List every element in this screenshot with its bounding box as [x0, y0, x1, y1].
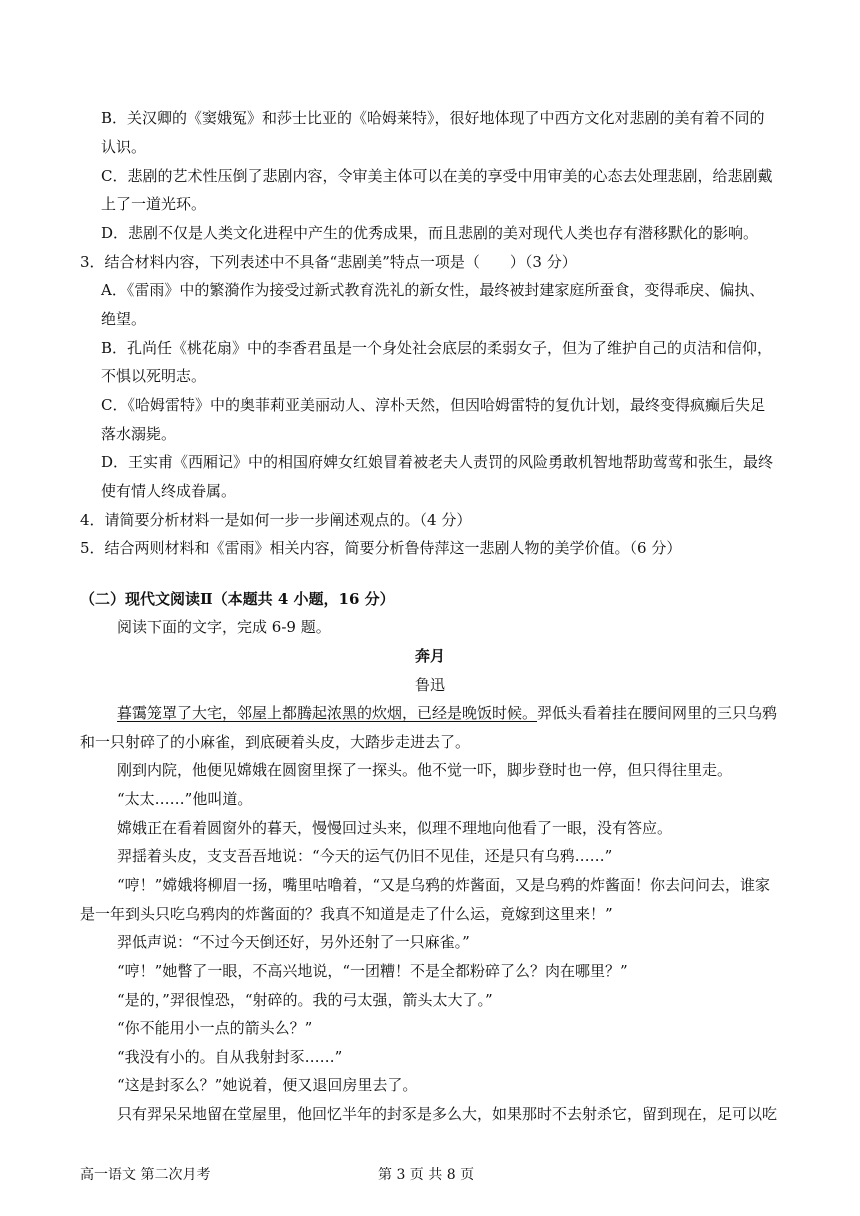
q2-option-b-line1: B．关汉卿的《窦娥冤》和莎士比亚的《哈姆莱特》，很好地体现了中西方文化对悲剧的美有着不同的	[101, 109, 765, 127]
passage-paragraph-4: 嫦娥正在看着圆窗外的暮天，慢慢回过头来，似理不理地向他看了一眼，没有答应。	[117, 819, 673, 837]
passage-paragraph-1-line2: 和一只射碎了的小麻雀，到底硬着头皮，大踏步走进去了。	[80, 733, 471, 751]
passage-paragraph-5: 羿揺着头皮，支支吾吾地说：“今天的运气仍旧不见佳，还是只有乌鸦……”	[117, 847, 613, 865]
paragraph-1-rest: 羿低头看着挂在腰间网里的三只乌鸦	[537, 704, 778, 722]
passage-paragraph-3: “太太……”他叫道。	[117, 790, 253, 808]
q5: 5．结合两则材料和《雷雨》相关内容，简要分析鲁侍萍这一悲剧人物的美学价值。（6 分）	[80, 539, 682, 557]
underlined-sentence: 暮霭笼罩了大宅，邻屋上都腾起浓黑的炊烟，已经是晚饭时候。	[117, 704, 538, 722]
passage-paragraph-10: “你不能用小一点的箭头么？”	[117, 1019, 313, 1037]
q3-stem: 3．结合材料内容，下列表述中不具备“悲剧美”特点一项是（ ）（3 分）	[80, 253, 577, 271]
passage-paragraph-9: “是的，”羿很惶恐，“射碎的。我的弓太强，箭头太大了。”	[117, 991, 493, 1009]
passage-title: 奔月	[414, 647, 445, 665]
passage-paragraph-12: “这是封豕么？”她说着，便又退回房里去了。	[117, 1076, 418, 1094]
q3-option-d-line2: 使有情人终成眷属。	[101, 482, 237, 500]
q4: 4．请简要分析材料一是如何一步一步阐述观点的。（4 分）	[80, 511, 472, 529]
q2-option-b-line2: 认识。	[101, 138, 147, 156]
q3-option-a-line1: A．《雷雨》中的繁漪作为接受过新式教育洗礼的新女性，最终被封建家庭所蚕食，变得乖戾、偏执、	[101, 281, 765, 299]
q3-option-c-line1: C．《哈姆雷特》中的奥菲莉亚美丽动人、淳朴天然，但因哈姆雷特的复仇计划，最终变得疯癫后失足	[101, 396, 765, 414]
q3-option-d-line1: D．王实甫《西厢记》中的相国府婢女红娘冒着被老夫人责罚的风险勇敢机智地帮助莺莺和张生，最终	[101, 453, 774, 471]
q3-option-c-line2: 落水溺毙。	[101, 425, 177, 443]
passage-author: 鲁迅	[414, 676, 445, 694]
q2-option-c-line2: 上了一道光环。	[101, 195, 207, 213]
passage-paragraph-1-line1	[117, 703, 777, 723]
passage-paragraph-8: “哼！”她瞥了一眼，不高兴地说，“一团糟！不是全都粉碎了么？肉在哪里？”	[117, 962, 628, 980]
q2-option-d-line1: D．悲剧不仅是人类文化进程中产生的优秀成果，而且悲剧的美对现代人类也存有潜移默化的影响。	[101, 224, 759, 242]
section2-heading: （二）现代文阅读Ⅱ（本题共 4 小题，16 分）	[80, 590, 395, 608]
section2-instruction: 阅读下面的文字，完成 6-9 题。	[117, 618, 331, 636]
passage-paragraph-2: 刚到内院，他便见嫦娥在圆窗里探了一探头。他不觉一吓，脚步登时也一停，但只得往里走。	[117, 761, 733, 779]
passage-paragraph-6-line1: “哼！”嫦娥将柳眉一扬，嘴里咕噜着，“又是乌鸦的炸酱面，又是乌鸦的炸酱面！你去问问去，谁家	[117, 876, 771, 894]
q2-option-c-line1: C．悲剧的艺术性压倒了悲剧内容，令审美主体可以在美的享受中用审美的心态去处理悲剧，给悲剧戴	[101, 167, 773, 185]
footer-exam-name: 高一语文 第二次月考	[80, 1167, 211, 1183]
q3-option-a-line2: 绝望。	[101, 310, 147, 328]
footer-page-number: 第 3 页 共 8 页	[378, 1167, 475, 1183]
passage-paragraph-6-line2: 是一年到头只吃乌鸦肉的炸酱面的？我真不知道是走了什么运，竟嫁到这里来！”	[80, 905, 613, 923]
q3-option-b-line2: 不惧以死明志。	[101, 367, 207, 385]
q3-option-b-line1: B．孔尚任《桃花扇》中的李香君虽是一个身处社会底层的柔弱女子，但为了维护自己的贞洁和信仰，	[101, 339, 773, 357]
passage-paragraph-13: 只有羿呆呆地留在堂屋里，他回忆半年的封豕是多么大，如果那时不去射杀它，留到现在，足可以吃	[117, 1105, 778, 1123]
passage-paragraph-11: “我没有小的。自从我射封豕……”	[117, 1048, 343, 1066]
passage-paragraph-7: 羿低声说：“不过今天倒还好，另外还射了一只麻雀。”	[117, 933, 470, 951]
